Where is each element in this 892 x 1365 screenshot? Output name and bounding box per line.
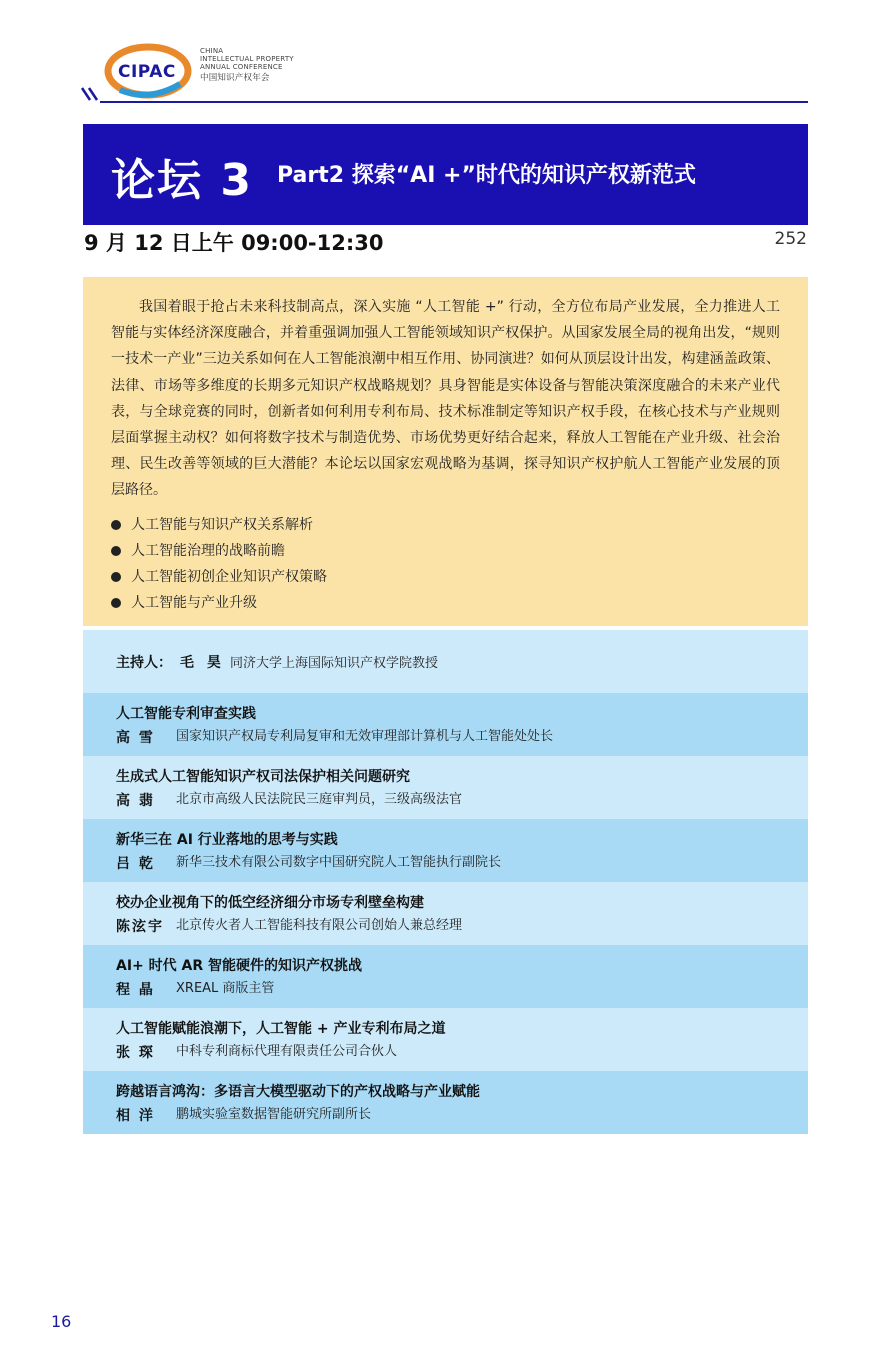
speaker-affiliation: 鹏城实验室数据智能研究所副所长 [176, 1107, 372, 1122]
speaker-name: 吕 乾 [116, 856, 155, 872]
topic-label: 人工智能与产业升级 [131, 594, 257, 611]
talk-title: 人工智能赋能浪潮下，人工智能 + 产业专利布局之道 [116, 1021, 446, 1037]
topic-label: 人工智能与知识产权关系解析 [131, 516, 313, 533]
speaker-name: 高 翡 [116, 793, 155, 809]
speaker-name: 陈泫宇 [116, 919, 164, 935]
conference-en-line: ANNUAL CONFERENCE [200, 63, 283, 71]
topic-item [111, 564, 780, 590]
talk-title: 人工智能专利审查实践 [116, 706, 256, 722]
host-label: 主持人： [116, 654, 172, 671]
forum-intro [83, 277, 808, 626]
speaker-affiliation: 国家知识产权局专利局复审和无效审理部计算机与人工智能处处长 [176, 729, 554, 744]
talk-row [83, 1071, 808, 1134]
logo-wordmark: CIPAC [118, 62, 176, 82]
conference-en-line: INTELLECTUAL PROPERTY [200, 55, 294, 63]
talk-title: 生成式人工智能知识产权司法保护相关问题研究 [116, 769, 410, 785]
header-divider [100, 101, 808, 103]
talk-row [83, 693, 808, 756]
speaker-affiliation: 北京市高级人民法院民三庭审判员，三级高级法官 [176, 792, 463, 807]
conference-cn-name: 中国知识产权年会 [200, 73, 270, 83]
page-number: 16 [51, 1312, 72, 1331]
conference-en-line: CHINA [200, 47, 224, 55]
speaker-affiliation: 中科专利商标代理有限责任公司合伙人 [176, 1044, 398, 1059]
speaker-name: 高 雪 [116, 730, 155, 746]
host-row [83, 630, 808, 693]
topic-item [111, 538, 780, 564]
talk-row [83, 882, 808, 945]
speaker-name: 张 琛 [116, 1045, 155, 1061]
bullet-icon [111, 520, 121, 530]
topic-item [111, 590, 780, 616]
host-affiliation: 同济大学上海国际知识产权学院教授 [230, 656, 439, 671]
topic-label: 人工智能初创企业知识产权策略 [131, 568, 327, 585]
host-name: 毛 昊 [180, 654, 225, 671]
speaker-name: 相 洋 [116, 1108, 155, 1124]
speaker-affiliation: 北京传火者人工智能科技有限公司创始人兼总经理 [176, 918, 463, 933]
talk-title: 新华三在 AI 行业落地的思考与实践 [116, 832, 338, 848]
session-date: 9 月 12 日上午 09:00-12:30 [84, 231, 384, 255]
conference-name [200, 47, 294, 82]
talk-row [83, 1008, 808, 1071]
speaker-name: 程 晶 [116, 982, 155, 998]
bullet-icon [111, 572, 121, 582]
speaker-affiliation: 新华三技术有限公司数字中国研究院人工智能执行副院长 [176, 855, 502, 870]
speaker-schedule [83, 630, 808, 1134]
conference-logo [80, 40, 310, 104]
speaker-affiliation: XREAL 商版主管 [176, 981, 275, 996]
bullet-icon [111, 546, 121, 556]
intro-paragraph: 我国着眼于抢占未来科技制高点，深入实施 “人工智能 +” 行动，全方位布局产业发展，全力推进人工智能与实体经济深度融合，并着重强调加强人工智能领域知识产权保护。从国家发展全局的视角出发，“规则 一技术一产业”三边关系如何在人工智能浪潮中相互作用、协同演进？如何从顶层设计出发，构建涵盖政策、法律、市场等多维度的长期多元知识产权战略规划？具身智能是实体设备与智能决策深度融合的未来产业代表，与全球竞赛的同时，创新者如何利用专利布局、技术标准制定等知识产权手段，在核心技术与产业规则层面掌握主动权？如何将数字技术与制造优势、市场优势更好结合起来，释放人工智能在产业升级、社会治理、民生改善等领域的巨大潜能？本论坛以国家宏观战略为基调，探寻知识产权护航人工智能产业发展的顶层路径。 [111, 299, 780, 499]
talk-row [83, 756, 808, 819]
talk-row [83, 819, 808, 882]
forum-banner [83, 124, 808, 225]
talk-title: 校办企业视角下的低空经济细分市场专利壁垒构建 [116, 895, 424, 911]
talk-title: AI+ 时代 AR 智能硬件的知识产权挑战 [116, 958, 363, 974]
bullet-icon [111, 598, 121, 608]
forum-subtitle: Part2 探索“AI +”时代的知识产权新范式 [277, 163, 696, 188]
forum-title: 论坛 3 [111, 155, 253, 206]
topic-label: 人工智能治理的战略前瞻 [131, 542, 285, 559]
talk-title: 跨越语言鸿沟：多语言大模型驱动下的产权战略与产业赋能 [116, 1084, 480, 1100]
topic-item [111, 512, 780, 538]
topic-list [111, 512, 780, 616]
talk-row [83, 945, 808, 1008]
room-code: 252 [774, 229, 807, 249]
